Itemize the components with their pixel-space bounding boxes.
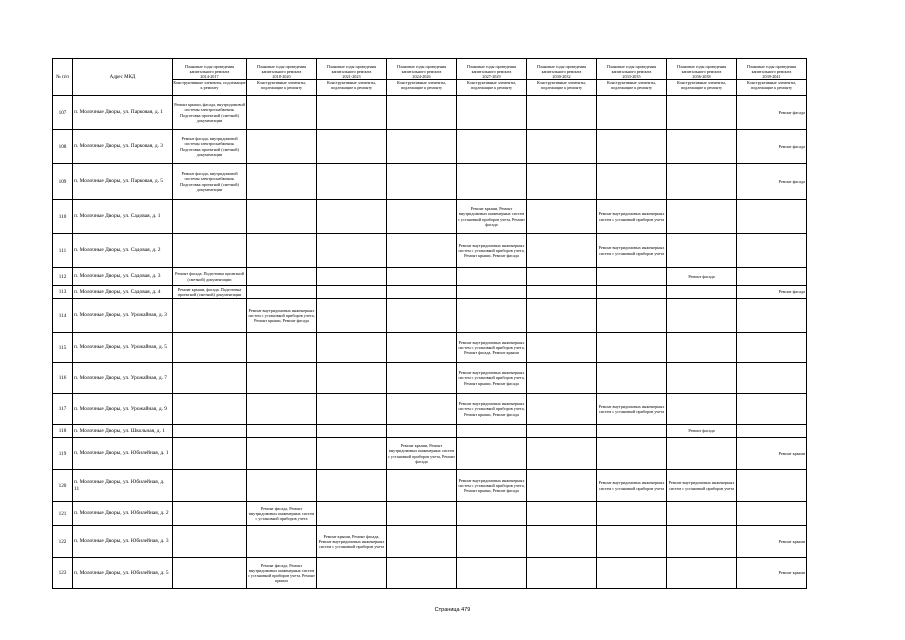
repair-cell-period-3 — [387, 502, 457, 526]
header-period-years: 2021-2023 — [342, 74, 361, 79]
table-row — [53, 234, 807, 268]
repair-cell-period-7 — [667, 502, 737, 526]
table-row — [53, 333, 807, 363]
header-period-title: Плановые годы проведения капитального ремонта — [466, 64, 517, 74]
repair-cell-period-0 — [173, 394, 247, 425]
header-period-title: Плановые годы проведения капитального ремонта — [676, 64, 727, 74]
repair-cell-period-2 — [317, 470, 387, 502]
repair-cell-period-5 — [527, 234, 597, 268]
repair-cell-period-7: Ремонт внутридомовых инженерных систем с установкой приборов учета — [667, 470, 737, 502]
row-address: п. Молочные Дворы, ул. Парковая, д. 3 — [73, 130, 173, 164]
repair-cell-period-2 — [317, 164, 387, 200]
repair-cell-period-5 — [527, 96, 597, 130]
repair-cell-period-0 — [173, 526, 247, 558]
repair-cell-period-0 — [173, 502, 247, 526]
repair-cell-period-5 — [527, 130, 597, 164]
header-period-subtitle: Конструктивные элементы, подлежащие к ремонту — [173, 80, 246, 90]
repair-cell-period-4 — [457, 438, 527, 470]
repair-cell-period-0 — [173, 234, 247, 268]
repair-cell-period-6 — [597, 286, 667, 299]
header-period-8 — [737, 59, 807, 96]
repair-cell-period-3 — [387, 96, 457, 130]
row-number: 113 — [53, 286, 73, 299]
repair-cell-period-8 — [737, 333, 807, 363]
repair-cell-period-2 — [317, 438, 387, 470]
repair-cell-period-5 — [527, 470, 597, 502]
repair-cell-period-8: Ремонт фасада — [737, 164, 807, 200]
repair-cell-period-7: Ремонт фасада — [667, 268, 737, 286]
header-period-subtitle: Конструктивные элементы, подлежащие к ремонту — [317, 79, 386, 90]
row-address: п. Молочные Дворы, ул. Урожайная, д. 7 — [73, 363, 173, 394]
repair-cell-period-6 — [597, 299, 667, 333]
repair-cell-period-8 — [737, 363, 807, 394]
repair-cell-period-6 — [597, 333, 667, 363]
repair-cell-period-2 — [317, 200, 387, 234]
row-number: 119 — [53, 438, 73, 470]
table-row — [53, 286, 807, 299]
repair-cell-period-6: Ремонт внутридомовых инженерных систем с установкой приборов учета — [597, 200, 667, 234]
header-period-subtitle: Конструктивные элементы, подлежащие к ремонту — [527, 79, 596, 90]
repair-cell-period-6 — [597, 438, 667, 470]
row-number: 115 — [53, 333, 73, 363]
repair-cell-period-1 — [247, 286, 317, 299]
repair-cell-period-8 — [737, 502, 807, 526]
repair-cell-period-4: Ремонт внутридомовых инженерных систем с установкой приборов учета, Ремонт фасада, Ремонт крыши — [457, 333, 527, 363]
repair-cell-period-4: Ремонт внутридомовых инженерных систем с установкой приборов учета, Ремонт крыши, Ремонт фасада — [457, 394, 527, 425]
repair-cell-period-6: Ремонт внутридомовых инженерных систем с установкой приборов учета — [597, 234, 667, 268]
repair-cell-period-7 — [667, 526, 737, 558]
row-number: 114 — [53, 299, 73, 333]
repair-cell-period-2 — [317, 394, 387, 425]
repair-cell-period-3: Ремонт крыши, Ремонт внутридомовых инженерных систем с установкой приборов учета, Ремонт фасада — [387, 438, 457, 470]
repair-cell-period-8 — [737, 470, 807, 502]
header-period-years: 2033-2035 — [622, 74, 641, 79]
repair-cell-period-0 — [173, 200, 247, 234]
repair-cell-period-4: Ремонт внутридомовых инженерных систем с установкой приборов учета, Ремонт крыши, Ремонт фасада — [457, 470, 527, 502]
header-period-subtitle: Конструктивные элементы, подлежащие к ремонту — [667, 79, 736, 90]
repair-cell-period-7 — [667, 286, 737, 299]
header-period-7 — [667, 59, 737, 96]
repair-cell-period-8 — [737, 234, 807, 268]
repair-cell-period-2 — [317, 299, 387, 333]
repair-cell-period-7 — [667, 394, 737, 425]
repair-cell-period-1 — [247, 96, 317, 130]
repair-cell-period-6 — [597, 526, 667, 558]
repair-cell-period-7: Ремонт фасада — [667, 425, 737, 438]
table-row — [53, 394, 807, 425]
table-row — [53, 438, 807, 470]
header-period-3 — [387, 59, 457, 96]
header-period-subtitle: Конструктивные элементы, подлежащие к ремонту — [247, 79, 316, 90]
repair-cell-period-6 — [597, 130, 667, 164]
header-period-4 — [457, 59, 527, 96]
repair-plan-table — [52, 58, 807, 589]
table-row — [53, 268, 807, 286]
repair-cell-period-0 — [173, 470, 247, 502]
row-address: п. Молочные Дворы, ул. Садовая, д. 2 — [73, 234, 173, 268]
header-period-title: Плановые годы проведения капитального ремонта — [536, 64, 587, 74]
repair-cell-period-8: Ремонт крыши — [737, 526, 807, 558]
repair-cell-period-3 — [387, 394, 457, 425]
repair-cell-period-7 — [667, 130, 737, 164]
repair-cell-period-4 — [457, 164, 527, 200]
repair-cell-period-7 — [667, 558, 737, 589]
repair-cell-period-5 — [527, 502, 597, 526]
repair-cell-period-1 — [247, 333, 317, 363]
repair-cell-period-8 — [737, 299, 807, 333]
repair-cell-period-5 — [527, 363, 597, 394]
header-address: Адрес МКД — [73, 59, 173, 96]
repair-cell-period-0: Ремонт крыши, фасада. Подготовка проектной (сметной) документации — [173, 286, 247, 299]
repair-cell-period-8: Ремонт фасада — [737, 96, 807, 130]
header-period-subtitle: Конструктивные элементы, подлежащие к ремонту — [387, 79, 456, 90]
header-period-years: 2030-2032 — [552, 74, 571, 79]
repair-cell-period-1: Ремонт фасада, Ремонт внутридомовых инженерных систем с установкой приборов учета — [247, 502, 317, 526]
repair-cell-period-1 — [247, 394, 317, 425]
repair-cell-period-8 — [737, 268, 807, 286]
row-number: 107 — [53, 96, 73, 130]
row-address: п. Молочные Дворы, ул. Юбилейная, д. 1 — [73, 438, 173, 470]
header-period-6 — [597, 59, 667, 96]
row-address: п. Молочные Дворы, ул. Урожайная, д. 9 — [73, 394, 173, 425]
repair-cell-period-7 — [667, 438, 737, 470]
table-row — [53, 363, 807, 394]
row-address: п. Молочные Дворы, ул. Школьная, д. 1 — [73, 425, 173, 438]
row-address: п. Молочные Дворы, ул. Юбилейная, д. 11 — [73, 470, 173, 502]
repair-cell-period-5 — [527, 333, 597, 363]
repair-cell-period-0: Ремонт крыши, фасада, внутридомовой системы электроснабжения. Подготовка проектной (сметной) документации — [173, 96, 247, 130]
repair-cell-period-6: Ремонт внутридомовых инженерных систем с установкой приборов учета — [597, 470, 667, 502]
repair-cell-period-7 — [667, 363, 737, 394]
repair-cell-period-4 — [457, 425, 527, 438]
header-period-title: Плановые годы проведения капитального ремонта — [256, 64, 307, 74]
repair-cell-period-2 — [317, 558, 387, 589]
repair-cell-period-3 — [387, 470, 457, 502]
repair-cell-period-5 — [527, 526, 597, 558]
repair-cell-period-3 — [387, 558, 457, 589]
repair-cell-period-2 — [317, 268, 387, 286]
repair-cell-period-4 — [457, 558, 527, 589]
repair-cell-period-2 — [317, 286, 387, 299]
repair-cell-period-0: Ремонт фасада. Подготовка проектной (сметной) документации — [173, 268, 247, 286]
repair-cell-period-4 — [457, 130, 527, 164]
repair-cell-period-0 — [173, 425, 247, 438]
repair-cell-period-8: Ремонт крыши — [737, 558, 807, 589]
repair-cell-period-3 — [387, 130, 457, 164]
row-number: 121 — [53, 502, 73, 526]
repair-cell-period-1 — [247, 130, 317, 164]
row-address: п. Молочные Дворы, ул. Юбилейная, д. 5 — [73, 558, 173, 589]
repair-cell-period-7 — [667, 200, 737, 234]
repair-cell-period-7 — [667, 333, 737, 363]
repair-cell-period-6 — [597, 164, 667, 200]
repair-cell-period-6 — [597, 558, 667, 589]
header-period-title: Плановые годы проведения капитального ремонта — [326, 64, 377, 74]
repair-cell-period-3 — [387, 268, 457, 286]
header-period-2 — [317, 59, 387, 96]
repair-cell-period-1 — [247, 200, 317, 234]
repair-cell-period-4 — [457, 526, 527, 558]
table-row — [53, 526, 807, 558]
repair-cell-period-0 — [173, 363, 247, 394]
repair-cell-period-7 — [667, 164, 737, 200]
repair-cell-period-1 — [247, 363, 317, 394]
row-address: п. Молочные Дворы, ул. Садовая, д. 4 — [73, 286, 173, 299]
repair-cell-period-8 — [737, 200, 807, 234]
repair-cell-period-5 — [527, 299, 597, 333]
repair-cell-period-1 — [247, 234, 317, 268]
row-number: 118 — [53, 425, 73, 438]
row-address: п. Молочные Дворы, ул. Юбилейная, д. 3 — [73, 526, 173, 558]
row-number: 111 — [53, 234, 73, 268]
repair-cell-period-0 — [173, 333, 247, 363]
repair-cell-period-1: Ремонт фасада, Ремонт внутридомовых инженерных систем с установкой приборов учета, Ремонт крыши — [247, 558, 317, 589]
repair-cell-period-2 — [317, 96, 387, 130]
repair-cell-period-4 — [457, 96, 527, 130]
repair-cell-period-1 — [247, 425, 317, 438]
repair-cell-period-3 — [387, 425, 457, 438]
header-period-years: 2024-2026 — [412, 74, 431, 79]
repair-cell-period-4: Ремонт внутридомовых инженерных систем с установкой приборов учета, Ремонт крыши, Ремонт фасада — [457, 234, 527, 268]
header-period-years: 2039-2041 — [762, 74, 781, 79]
table-row — [53, 200, 807, 234]
table-header — [53, 59, 807, 96]
row-number: 122 — [53, 526, 73, 558]
table-row — [53, 558, 807, 589]
repair-cell-period-2 — [317, 130, 387, 164]
header-period-years: 2027-2029 — [482, 74, 501, 79]
row-number: 108 — [53, 130, 73, 164]
repair-cell-period-1 — [247, 438, 317, 470]
row-number: 110 — [53, 200, 73, 234]
header-period-years: 2018-2020 — [272, 74, 291, 79]
row-number: 109 — [53, 164, 73, 200]
repair-cell-period-6 — [597, 425, 667, 438]
table-row — [53, 502, 807, 526]
repair-cell-period-6 — [597, 96, 667, 130]
header-period-5 — [527, 59, 597, 96]
repair-cell-period-8 — [737, 425, 807, 438]
repair-cell-period-8: Ремонт крыши — [737, 438, 807, 470]
repair-cell-period-2 — [317, 502, 387, 526]
table-row — [53, 164, 807, 200]
table-row — [53, 425, 807, 438]
repair-cell-period-6 — [597, 363, 667, 394]
header-period-years: 2036-2038 — [692, 74, 711, 79]
repair-cell-period-2 — [317, 425, 387, 438]
row-number: 120 — [53, 470, 73, 502]
row-number: 123 — [53, 558, 73, 589]
table-body — [53, 96, 807, 589]
repair-cell-period-3 — [387, 286, 457, 299]
header-num: № п/п — [53, 59, 73, 96]
repair-cell-period-4 — [457, 502, 527, 526]
row-address: п. Молочные Дворы, ул. Садовая, д. 1 — [73, 200, 173, 234]
repair-cell-period-3 — [387, 234, 457, 268]
row-address: п. Молочные Дворы, ул. Урожайная, д. 5 — [73, 333, 173, 363]
repair-cell-period-2 — [317, 234, 387, 268]
repair-cell-period-4: Ремонт крыши, Ремонт внутридомовых инженерных систем с установкой приборов учета, Ремонт фасада — [457, 200, 527, 234]
repair-cell-period-3 — [387, 164, 457, 200]
repair-cell-period-3 — [387, 200, 457, 234]
header-period-title: Плановые годы проведения капитального ремонта — [396, 64, 447, 74]
repair-cell-period-6: Ремонт внутридомовых инженерных систем с установкой приборов учета — [597, 394, 667, 425]
repair-cell-period-4 — [457, 268, 527, 286]
row-address: п. Молочные Дворы, ул. Урожайная, д. 3 — [73, 299, 173, 333]
repair-cell-period-5 — [527, 286, 597, 299]
header-period-1 — [247, 59, 317, 96]
repair-cell-period-0 — [173, 299, 247, 333]
header-period-title: Плановые годы проведения капитального ремонта — [746, 64, 797, 74]
repair-cell-period-0: Ремонт фасада, внутридомовой системы электроснабжения. Подготовка проектной (сметной) документации — [173, 164, 247, 200]
header-period-subtitle: Конструктивные элементы, подлежащие к ремонту — [457, 79, 526, 90]
repair-cell-period-3 — [387, 363, 457, 394]
repair-cell-period-1 — [247, 526, 317, 558]
row-address: п. Молочные Дворы, ул. Садовая, д. 3 — [73, 268, 173, 286]
row-number: 112 — [53, 268, 73, 286]
repair-cell-period-3 — [387, 333, 457, 363]
repair-cell-period-1 — [247, 470, 317, 502]
repair-cell-period-0 — [173, 438, 247, 470]
repair-cell-period-8: Ремонт фасада — [737, 286, 807, 299]
table-row — [53, 96, 807, 130]
repair-cell-period-4: Ремонт внутридомовых инженерных систем с установкой приборов учета, Ремонт крыши, Ремонт фасада — [457, 363, 527, 394]
table-row — [53, 470, 807, 502]
header-period-title: Плановые годы проведения капитального ремонта — [184, 64, 235, 74]
repair-cell-period-8: Ремонт фасада — [737, 130, 807, 164]
repair-cell-period-2 — [317, 363, 387, 394]
header-period-subtitle: Конструктивные элементы, подлежащие к ремонту — [737, 79, 806, 90]
repair-cell-period-3 — [387, 526, 457, 558]
repair-cell-period-3 — [387, 299, 457, 333]
row-number: 117 — [53, 394, 73, 425]
repair-cell-period-5 — [527, 394, 597, 425]
table-row — [53, 130, 807, 164]
row-number: 116 — [53, 363, 73, 394]
repair-cell-period-7 — [667, 234, 737, 268]
page-number: Страница 479 — [434, 607, 471, 613]
repair-cell-period-2 — [317, 333, 387, 363]
row-address: п. Молочные Дворы, ул. Юбилейная, д. 2 — [73, 502, 173, 526]
repair-cell-period-5 — [527, 425, 597, 438]
row-address: п. Молочные Дворы, ул. Парковая, д. 5 — [73, 164, 173, 200]
repair-cell-period-5 — [527, 558, 597, 589]
repair-cell-period-0: Ремонт фасада, внутридомовой системы электроснабжения. Подготовка проектной (сметной) документации — [173, 130, 247, 164]
repair-cell-period-1: Ремонт внутридомовых инженерных систем с установкой приборов учета, Ремонт крыши, Ремонт фасада — [247, 299, 317, 333]
repair-cell-period-0 — [173, 558, 247, 589]
row-address: п. Молочные Дворы, ул. Парковая, д. 1 — [73, 96, 173, 130]
repair-cell-period-7 — [667, 299, 737, 333]
header-period-years: 2014-2017 — [200, 74, 219, 79]
repair-cell-period-5 — [527, 438, 597, 470]
repair-cell-period-6 — [597, 268, 667, 286]
repair-cell-period-7 — [667, 96, 737, 130]
repair-cell-period-5 — [527, 268, 597, 286]
repair-cell-period-2: Ремонт крыши, Ремонт фасада, Ремонт внутридомовых инженерных систем с установкой приборов учета — [317, 526, 387, 558]
repair-cell-period-5 — [527, 164, 597, 200]
repair-cell-period-5 — [527, 200, 597, 234]
repair-cell-period-6 — [597, 502, 667, 526]
repair-cell-period-1 — [247, 268, 317, 286]
repair-cell-period-4 — [457, 299, 527, 333]
repair-cell-period-1 — [247, 164, 317, 200]
header-period-0 — [173, 59, 247, 96]
header-period-title: Плановые годы проведения капитального ремонта — [606, 64, 657, 74]
table-row — [53, 299, 807, 333]
repair-cell-period-8 — [737, 394, 807, 425]
header-period-subtitle: Конструктивные элементы, подлежащие к ремонту — [597, 79, 666, 90]
repair-cell-period-4 — [457, 286, 527, 299]
